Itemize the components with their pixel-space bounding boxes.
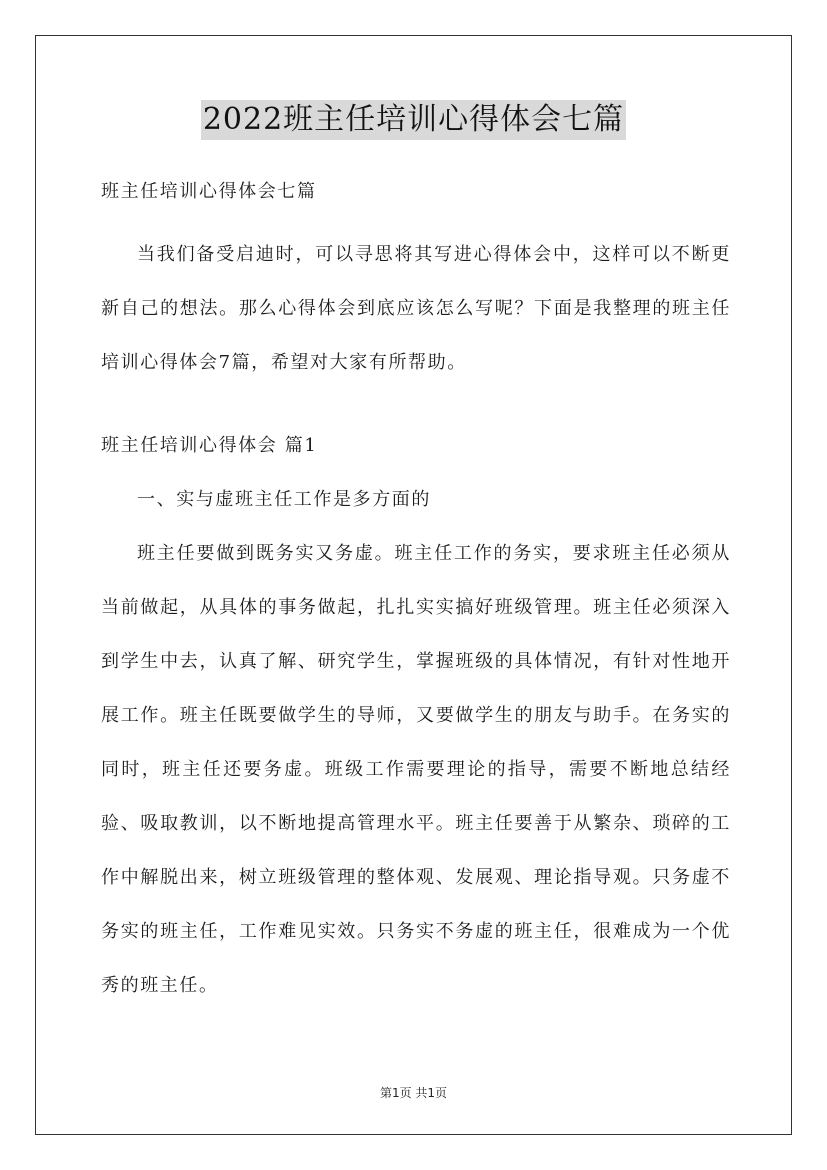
page-footer: 第1页 共1页: [379, 1086, 448, 1100]
document-body: [101, 174, 731, 1013]
section-heading: 班主任培训心得体会 篇1: [101, 435, 318, 456]
document-title: 2022班主任培训心得体会七篇: [201, 100, 626, 140]
section-subheading: 一、实与虚班主任工作是多方面的: [137, 489, 431, 510]
document-subtitle: 班主任培训心得体会七篇: [101, 181, 317, 202]
intro-paragraph: 当我们备受启迪时，可以寻思将其写进心得体会中，这样可以不断更新自己的想法。那么心得体会到底应该怎么写呢？下面是我整理的班主任培训心得体会7篇，希望对大家有所帮助。: [101, 244, 731, 373]
body-paragraph: 班主任要做到既务实又务虚。班主任工作的务实，要求班主任必须从当前做起，从具体的事务做起，扎扎实实搞好班级管理。班主任必须深入到学生中去，认真了解、研究学生，掌握班级的具体情况，有针对性地开展工作。班主任既要做学生的导师，又要做学生的朋友与助手。在务实的同时，班主任还要务虚。班级工作需要理论的指导，需要不断地总结经验、吸取教训，以不断地提高管理水平。班主任要善于从繁杂、琐碎的工作中解脱出来，树立班级管理的整体观、发展观、理论指导观。只务虚不务实的班主任，工作难见实效。只务实不务虚的班主任，很难成为一个优秀的班主任。: [101, 543, 731, 996]
title-container: [0, 100, 827, 140]
